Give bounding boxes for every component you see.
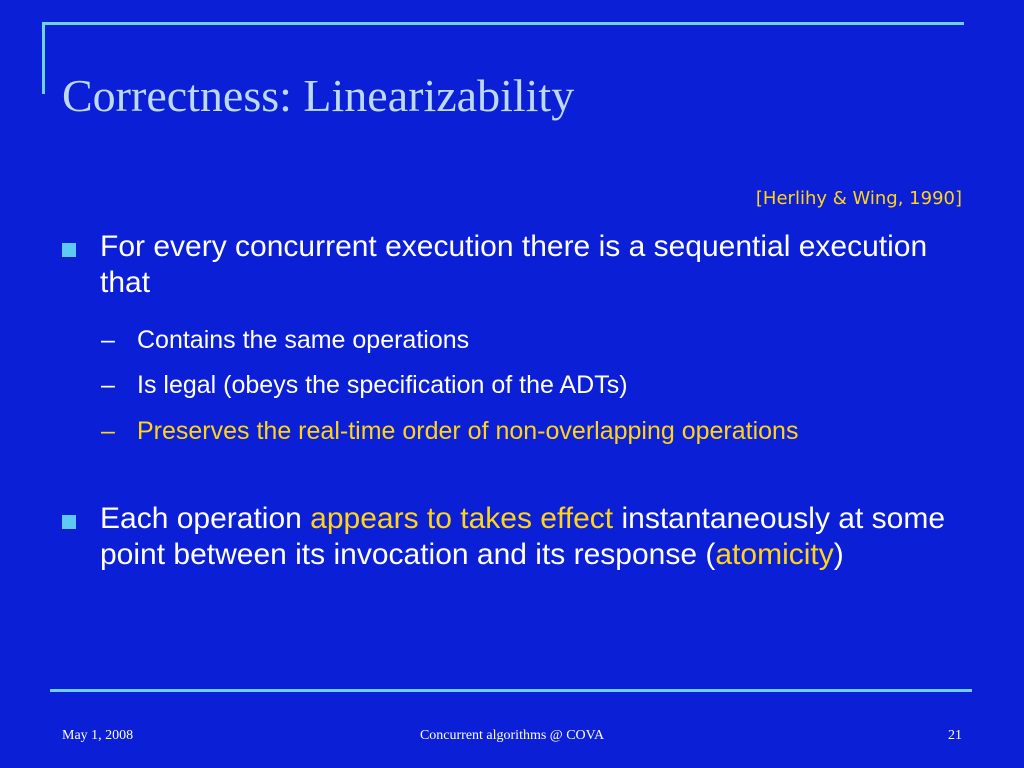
dash-icon: – [101, 326, 115, 354]
highlight-atomicity: atomicity [715, 538, 834, 571]
highlight-appears-to-take-effect: appears to takes effect [310, 502, 614, 535]
bottom-frame-line [50, 689, 972, 692]
footer-date: May 1, 2008 [62, 728, 134, 743]
citation: [Herlihy & Wing, 1990] [755, 188, 962, 209]
bullet-2-text-start: Each operation [100, 502, 311, 535]
bullet-2-text [100, 501, 980, 573]
bullet-2-text-end: ) [833, 538, 844, 571]
bullet-1-text: For every concurrent execution there is a sequential execution that [100, 230, 928, 299]
footer-title: Concurrent algorithms @ COVA [419, 728, 605, 743]
bullet-square-icon [62, 515, 76, 529]
bullet-square-icon [62, 243, 76, 257]
dash-icon: – [101, 371, 115, 399]
dash-icon: – [101, 417, 115, 445]
slide-title: Correctness: Linearizability [62, 70, 575, 121]
sub-bullet-3: Preserves the real-time order of non-overlapping operations [137, 417, 799, 445]
page-number: 21 [948, 728, 962, 743]
left-frame-line [42, 22, 45, 94]
top-frame-line [42, 22, 964, 25]
sub-bullet-2: Is legal (obeys the specification of the ADTs) [137, 371, 628, 399]
sub-bullet-1: Contains the same operations [137, 326, 470, 354]
bullet-2-text-middle: instantaneously at some point between its invocation and its response ( [100, 502, 946, 571]
